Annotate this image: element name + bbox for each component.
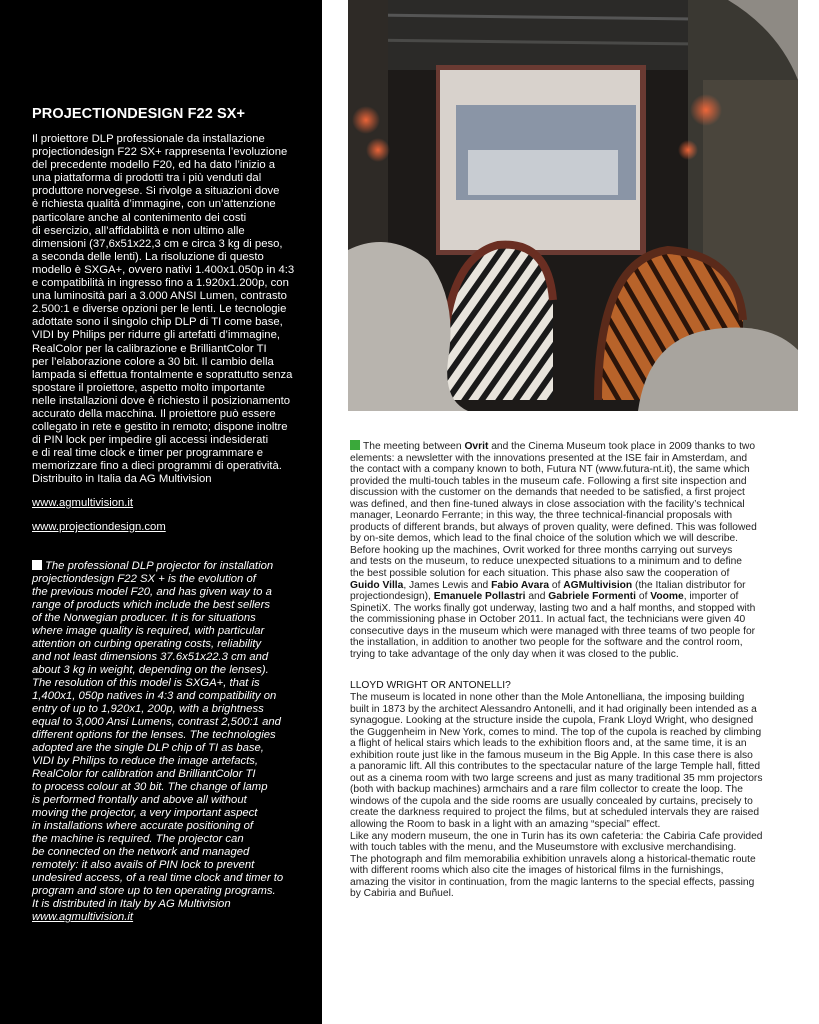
sidebar-product-box	[0, 0, 322, 1024]
name-ovrit: Ovrit	[464, 441, 489, 452]
article-body-section-2: The museum is located in none other than the Mole Antonelliana, the imposing building built in 1873 by the architect Alessandro Antonelli, and it had originally been intended as a synagogue. Looking at the structure inside the cupola, Frank Lloyd Wright, who designed the Guggenheim in New York, comes to mind. The top of the cupola is reached by climbing a flight of helical stairs which leads to the exhibition floors and, at the same time, it is an exhibition route just like in the famous museum in the Big Apple. In this case there is also a panoramic lift. All this contributes to the spectacular nature of the large Temple hall, fitted out as a cinema room with two large screens and just as many traditional 35 mm projectors (both with backup machines) armchairs and a rare film collector to create the loop. The windows of the cupola and the side rooms are usually concealed by curtains, precisely to create the darkness required to project the films, but at scheduled intervals they are raised allowing the Room to bask in a light with an amazing “special” effect. Like any modern museum, the one in Turin has its own cafeteria: the Cabiria Cafe provided with touch tables with the menu, and the Museumstore with exclusive merchandising. The photograph and film memorabilia exhibition unravels along a historical-thematic route with different rooms which also cite the images of historical films in the furnishings, amazing the visitor in continuation, from the magic lanterns to the special effects, passing by Cabiria and Buñuel.	[350, 692, 763, 900]
name-emanuele-pollastri: Emanuele Pollastri	[433, 591, 526, 603]
article-text: (the Italian distributor for projectiondesign),	[350, 579, 746, 603]
article-text: The meeting between	[363, 441, 465, 452]
green-square-icon	[350, 440, 360, 450]
article-text: , importer of SpinetiX. The works finally got underway, lasting two and a half months, and stopped with the commissioning phase in October 2011. In actual fact, the technicians were given 40 consecutive days in the museum which were managed with three teams of two people for the installation, in addition to another two people for the software and the control room, trying to take advantage of the only day when it was closed to the public.	[350, 591, 756, 660]
article-text: and the Cinema Museum took place in 2009 thanks to two elements: a newsletter with the innovations presented at the ISE fair in Amsterdam, and the contact with a company known to both, Futura NT (www.futura-nt.it), the same which provided the multi-touch tables in the museum cafe. Following a first site inspection and discussion with the customer on the demands that needed to be satisfied, a first project was defined, and then fine-tuned always in close association with the facility’s technical manager, Leonardo Ferrante; in this way, the three technical-financial proposals with products of different brands, but always of proven quality, were defined. This was followed by on-site demos, which lead to the final choice of the solution which we will describe. Before hooking up the machines, Ovrit worked for three months carrying out surveys and tests on the museum, to reduce unexpected situations to a minimum and to define the best possible solution for each situation. This phase also saw the cooperation of	[350, 441, 757, 580]
white-square-icon	[32, 560, 42, 570]
article-text: , James Lewis and	[403, 579, 492, 591]
english-agmultivision-link[interactable]: www.agmultivision.it	[32, 911, 134, 923]
name-agmultivision: AGMultivision	[563, 579, 633, 591]
product-title: PROJECTIONDESIGN F22 SX+	[32, 106, 246, 122]
cinema-room-photo	[348, 0, 798, 411]
agmultivision-link[interactable]: www.agmultivision.it	[32, 497, 134, 509]
section-subheading: LLOYD WRIGHT OR ANTONELLI?	[350, 680, 511, 691]
article-text: and	[525, 591, 549, 603]
english-description-text: The professional DLP projector for installation projectiondesign F22 SX + is the evolution of the previous model F20, and has given way to a range of products which include the best sellers of the Norwegian producer. It is for situations where image quality is required, with particular attention on curbing operating costs, reliability and not least dimensions 37.6x51x22.3 cm and about 3 kg in weight, depending on the lenses). The resolution of this model is SXGA+, that is 1,400x1, 050p natives in 4:3 and compatibility on entry of up to 1,920x1, 200p, with a brightness equal to 3,000 Ansi Lumens, contrast 2,500:1 and different options for the lenses. The technologies adopted are the single DLP chip of TI as base, VIDI by Philips to reduce the image artefacts, RealColor for calibration and BrilliantColor TI to process colour at 30 bit. The change of lamp is performed frontally and above all without moving the projector, a very important aspect in installations where accurate positioning of the machine is required. The projector can be connected on the network and managed remotely: it also avails of PIN lock to prevent undesired access, of a real time clock and timer to program and store up to ten operating programs. It is distributed in Italy by AG Multivision	[32, 560, 284, 910]
name-voome: Voome	[650, 591, 684, 603]
name-fabio-avara: Fabio Avara	[491, 579, 550, 591]
article-text: of	[636, 591, 651, 603]
article-body	[350, 440, 798, 660]
english-description	[32, 560, 308, 924]
italian-description: Il proiettore DLP professionale da installazione projectiondesign F22 SX+ rappresenta l’evoluzione del precedente modello F20, ed ha dato l’inizio a una piattaforma di prodotti tra i più venduti dal produttore norvegese. Si rivolge a situazioni dove è richiesta qualità d’immagine, con un’attenzione particolare anche al contenimento dei costi di esercizio, all’affidabilità e non ultimo alle dimensioni (37,6x51x22,3 cm e circa 3 kg di peso, a seconda delle lenti). La risoluzione di questo modello è SXGA+, ovvero nativi 1.400x1.050p in 4:3 e compatibilità in ingresso fino a 1.920x1.200p, con una luminosità pari a 3.000 ANSI Lumen, contrasto 2.500:1 e diverse opzioni per le lenti. Le tecnologie adottate sono il singolo chip DLP di TI come base, VIDI by Philips per ridurre gli artefatti d’immagine, RealColor per la calibrazione e BrilliantColor TI per l’elaborazione colore a 30 bit. Il cambio della lampada si effettua frontalmente e soprattutto senza spostare il proiettore, aspetto molto importante nelle installazioni dove è richiesto il posizionamento accurato della macchina. Il proiettore può essere collegato in rete e gestito in remoto; dispone inoltre di PIN lock per impedire gli accessi indesiderati e di real time clock e timer per programmare e memorizzare fino a dieci programmi di operatività. Distribuito in Italia da AG Multivision	[32, 133, 295, 486]
projectiondesign-link[interactable]: www.projectiondesign.com	[32, 521, 166, 533]
name-gabriele-formenti: Gabriele Formenti	[548, 591, 637, 603]
article-text: of	[549, 579, 564, 591]
name-guido-villa: Guido Villa	[350, 579, 404, 591]
